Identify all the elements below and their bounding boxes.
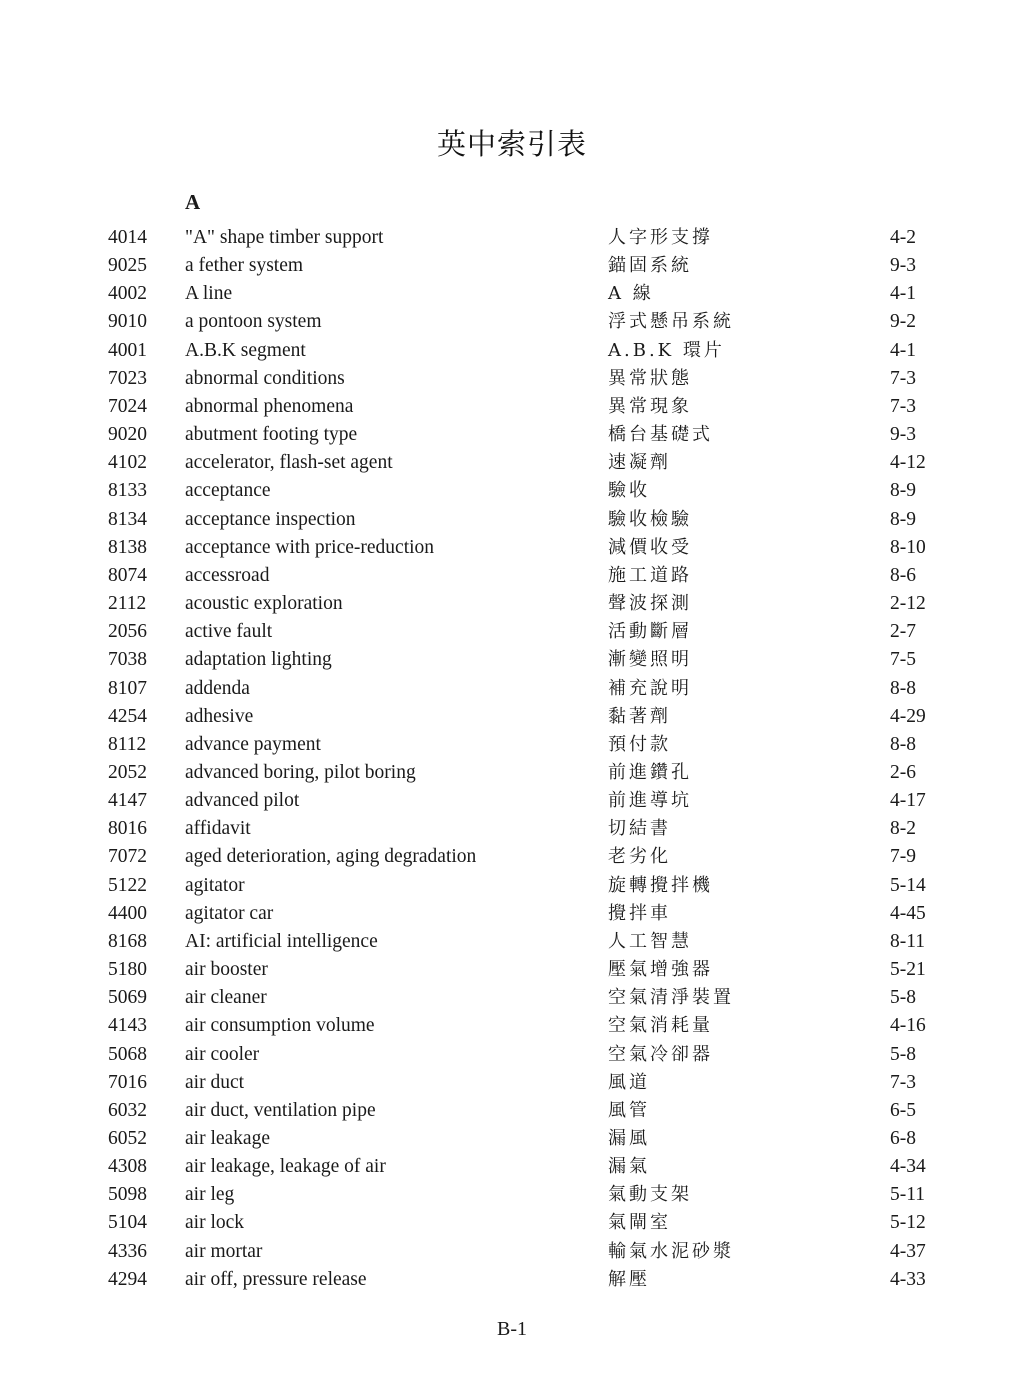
entry-term: air off, pressure release — [185, 1268, 367, 1290]
index-row — [0, 759, 1024, 787]
index-row — [0, 618, 1024, 646]
entry-code: 4336 — [108, 1240, 147, 1262]
entry-term: active fault — [185, 621, 273, 643]
index-row — [0, 872, 1024, 900]
entry-term: air leakage, leakage of air — [185, 1156, 386, 1178]
entry-term: affidavit — [185, 818, 251, 840]
entry-term: acoustic exploration — [185, 593, 343, 615]
index-row — [0, 252, 1024, 280]
entry-term: air duct — [185, 1071, 245, 1093]
entry-code: 4001 — [108, 339, 147, 361]
entry-page: 5-8 — [890, 987, 916, 1009]
entry-chinese: 錨固系統 — [608, 255, 692, 277]
entry-page: 2-7 — [890, 621, 916, 643]
entry-chinese: 聲波探測 — [608, 593, 692, 615]
index-row — [0, 843, 1024, 871]
entry-code: 5098 — [108, 1184, 147, 1206]
entry-term: AI: artificial intelligence — [185, 930, 378, 952]
entry-term: aged deterioration, aging degradation — [185, 846, 477, 868]
entry-page: 4-17 — [890, 790, 926, 812]
index-row — [0, 477, 1024, 505]
index-row — [0, 1181, 1024, 1209]
entry-term: accelerator, flash-set agent — [185, 452, 393, 474]
entry-code: 4002 — [108, 283, 147, 305]
index-row — [0, 900, 1024, 928]
entry-chinese: 壓氣增強器 — [608, 959, 713, 981]
index-row — [0, 562, 1024, 590]
page-number: B-1 — [497, 1318, 527, 1340]
entry-chinese: A 線 — [608, 283, 654, 305]
entry-code: 8107 — [108, 677, 147, 699]
entry-chinese: 異常現象 — [608, 395, 692, 417]
section-letter: A — [185, 190, 201, 214]
entry-page: 7-5 — [890, 649, 916, 671]
entry-term: air lock — [185, 1212, 245, 1234]
entry-code: 8138 — [108, 536, 147, 558]
entry-term: advanced pilot — [185, 790, 300, 812]
entry-chinese: 風道 — [608, 1071, 650, 1093]
entry-term: air booster — [185, 959, 268, 981]
entry-chinese: 老劣化 — [608, 846, 671, 868]
index-row — [0, 1097, 1024, 1125]
index-row — [0, 449, 1024, 477]
entry-term: air cleaner — [185, 987, 267, 1009]
entry-chinese: 人工智慧 — [608, 930, 692, 952]
index-row — [0, 421, 1024, 449]
index-row — [0, 506, 1024, 534]
index-row — [0, 590, 1024, 618]
entry-code: 6032 — [108, 1099, 147, 1121]
entry-code: 8134 — [108, 508, 147, 530]
entry-page: 9-2 — [890, 311, 916, 333]
entry-code: 5069 — [108, 987, 147, 1009]
entry-term: air leakage — [185, 1128, 270, 1149]
entry-term: agitator — [185, 874, 245, 896]
entry-page: 4-12 — [890, 452, 926, 474]
entry-code: 2052 — [108, 761, 147, 783]
entry-page: 4-1 — [890, 283, 916, 305]
index-row — [0, 1012, 1024, 1040]
entry-code: 4147 — [108, 790, 147, 812]
entry-code: 7023 — [108, 367, 147, 389]
entry-page: 2-12 — [890, 593, 926, 615]
entry-page: 4-34 — [890, 1156, 926, 1178]
entry-page: 8-11 — [890, 930, 926, 952]
entry-term: acceptance with price-reduction — [185, 536, 435, 558]
entry-term: adhesive — [185, 705, 254, 727]
entry-page: 5-21 — [890, 959, 926, 981]
entry-page: 6-8 — [890, 1128, 916, 1149]
entry-page: 4-1 — [890, 339, 916, 361]
entry-page: 8-8 — [890, 677, 916, 699]
index-row — [0, 534, 1024, 562]
entry-chinese: 驗收檢驗 — [608, 508, 692, 530]
index-row — [0, 928, 1024, 956]
entry-page: 9-3 — [890, 424, 916, 446]
entry-chinese: 速凝劑 — [608, 452, 671, 474]
index-row — [0, 787, 1024, 815]
entry-page: 5-12 — [890, 1212, 926, 1234]
entry-page: 4-33 — [890, 1268, 926, 1290]
entry-page: 2-6 — [890, 761, 916, 783]
entry-chinese: 減價收受 — [608, 536, 692, 558]
entry-term: A line — [185, 283, 233, 305]
entry-code: 9020 — [108, 424, 147, 446]
index-row — [0, 1153, 1024, 1181]
index-row — [0, 1266, 1024, 1294]
index-row — [0, 956, 1024, 984]
entry-term: A.B.K segment — [185, 339, 306, 361]
entry-term: a fether system — [185, 255, 304, 277]
entry-chinese: 氣動支架 — [608, 1184, 692, 1206]
entry-page: 4-37 — [890, 1240, 926, 1262]
entry-chinese: 旋轉攪拌機 — [608, 874, 713, 896]
entry-code: 2112 — [108, 593, 147, 615]
page-title: 英中索引表 — [436, 127, 587, 161]
entry-term: advanced boring, pilot boring — [185, 761, 416, 783]
entry-page: 8-6 — [890, 564, 916, 586]
entry-chinese: 漸變照明 — [608, 649, 692, 671]
entry-code: 7024 — [108, 395, 147, 417]
entry-chinese: 活動斷層 — [608, 621, 692, 643]
index-row — [0, 731, 1024, 759]
entry-term: advance payment — [185, 733, 321, 755]
entry-code: 7072 — [108, 846, 147, 868]
entry-term: air cooler — [185, 1043, 260, 1065]
index-row — [0, 984, 1024, 1012]
entry-chinese: 解壓 — [608, 1268, 650, 1290]
entry-term: air mortar — [185, 1240, 263, 1262]
entry-code: 4400 — [108, 902, 147, 924]
index-row — [0, 308, 1024, 336]
entry-chinese: A.B.K 環片 — [608, 339, 725, 361]
entry-code: 8112 — [108, 733, 147, 755]
entry-code: 5122 — [108, 874, 147, 896]
entry-chinese: 輸氣水泥砂漿 — [608, 1240, 734, 1262]
entry-code: 2056 — [108, 621, 147, 643]
index-row — [0, 703, 1024, 731]
entry-chinese: 空氣冷卻器 — [608, 1043, 713, 1065]
index-row — [0, 224, 1024, 252]
entry-term: a pontoon system — [185, 311, 322, 333]
index-row — [0, 337, 1024, 365]
index-row — [0, 1125, 1024, 1153]
entry-code: 4014 — [108, 227, 147, 248]
entry-chinese: 前進鑽孔 — [608, 761, 692, 783]
entry-chinese: 驗收 — [608, 480, 650, 502]
entry-page: 8-9 — [890, 508, 916, 530]
entry-term: acceptance inspection — [185, 508, 356, 530]
index-row — [0, 1041, 1024, 1069]
entry-code: 5104 — [108, 1212, 147, 1234]
entry-chinese: 切結書 — [608, 818, 671, 840]
entry-page: 4-29 — [890, 705, 926, 727]
index-table — [0, 224, 1024, 1294]
entry-chinese: 補充說明 — [608, 677, 692, 699]
entry-term: acceptance — [185, 480, 271, 502]
index-row — [0, 1238, 1024, 1266]
entry-chinese: 橋台基礎式 — [608, 424, 713, 446]
entry-code: 8133 — [108, 480, 147, 502]
entry-code: 4254 — [108, 705, 147, 727]
entry-term: agitator car — [185, 902, 274, 924]
entry-term: abutment footing type — [185, 424, 358, 446]
entry-code: 8168 — [108, 930, 147, 952]
entry-term: air leg — [185, 1184, 235, 1206]
index-row — [0, 646, 1024, 674]
index-row — [0, 280, 1024, 308]
entry-term: "A" shape timber support — [185, 227, 384, 248]
entry-code: 4308 — [108, 1156, 147, 1178]
entry-page: 4-45 — [890, 902, 926, 924]
entry-chinese: 施工道路 — [608, 564, 692, 586]
entry-chinese: 空氣消耗量 — [608, 1015, 713, 1037]
entry-chinese: 異常狀態 — [608, 367, 692, 389]
entry-chinese: 漏風 — [608, 1128, 650, 1149]
entry-chinese: 風管 — [608, 1099, 650, 1121]
entry-code: 4102 — [108, 452, 147, 474]
entry-chinese: 黏著劑 — [608, 705, 671, 727]
entry-code: 9025 — [108, 255, 147, 277]
entry-term: adaptation lighting — [185, 649, 332, 671]
index-row — [0, 815, 1024, 843]
entry-term: addenda — [185, 677, 250, 699]
index-row — [0, 365, 1024, 393]
entry-chinese: 預付款 — [608, 733, 671, 755]
entry-page: 7-3 — [890, 395, 916, 417]
entry-page: 5-8 — [890, 1043, 916, 1065]
entry-code: 4294 — [108, 1268, 147, 1290]
entry-term: accessroad — [185, 564, 270, 586]
entry-code: 7016 — [108, 1071, 147, 1093]
entry-term: air duct, ventilation pipe — [185, 1099, 376, 1121]
entry-chinese: 前進導坑 — [608, 790, 692, 812]
entry-page: 7-9 — [890, 846, 916, 868]
entry-page: 8-2 — [890, 818, 916, 840]
index-row — [0, 675, 1024, 703]
entry-code: 5068 — [108, 1043, 147, 1065]
entry-code: 4143 — [108, 1015, 147, 1037]
entry-code: 9010 — [108, 311, 147, 333]
index-row — [0, 1069, 1024, 1097]
entry-code: 8016 — [108, 818, 147, 840]
entry-code: 6052 — [108, 1128, 147, 1149]
entry-page: 8-8 — [890, 733, 916, 755]
entry-page: 6-5 — [890, 1099, 916, 1121]
entry-page: 8-10 — [890, 536, 926, 558]
entry-page: 9-3 — [890, 255, 916, 277]
entry-chinese: 空氣清淨裝置 — [608, 987, 734, 1009]
entry-term: abnormal phenomena — [185, 395, 354, 417]
entry-page: 8-9 — [890, 480, 916, 502]
entry-page: 4-2 — [890, 227, 916, 248]
entry-chinese: 浮式懸吊系統 — [608, 311, 734, 333]
index-row — [0, 393, 1024, 421]
entry-code: 8074 — [108, 564, 147, 586]
entry-code: 5180 — [108, 959, 147, 981]
entry-chinese: 氣閘室 — [608, 1212, 671, 1234]
index-row — [0, 1209, 1024, 1237]
entry-page: 5-11 — [890, 1184, 926, 1206]
entry-page: 7-3 — [890, 367, 916, 389]
entry-chinese: 漏氣 — [608, 1156, 650, 1178]
entry-chinese: 攪拌車 — [608, 902, 671, 924]
entry-page: 5-14 — [890, 874, 926, 896]
entry-term: air consumption volume — [185, 1015, 375, 1037]
entry-term: abnormal conditions — [185, 367, 345, 389]
entry-code: 7038 — [108, 649, 147, 671]
entry-page: 7-3 — [890, 1071, 916, 1093]
entry-chinese: 人字形支撐 — [608, 227, 713, 248]
entry-page: 4-16 — [890, 1015, 926, 1037]
